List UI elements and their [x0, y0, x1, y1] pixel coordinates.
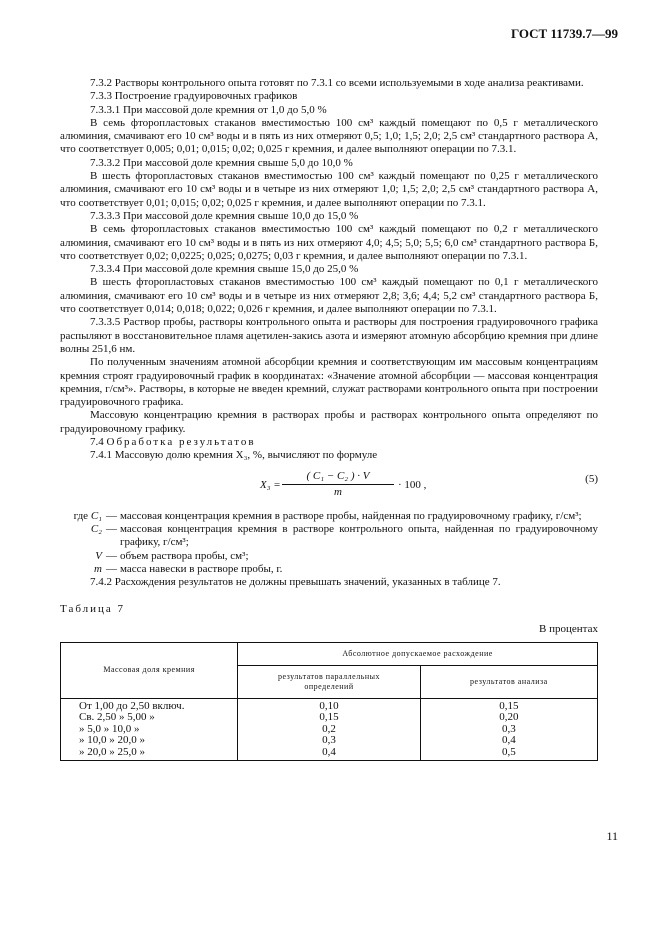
col-analysis	[420, 698, 597, 761]
table-cell-analysis: 0,5	[502, 745, 516, 758]
definition-symbol: V	[95, 549, 102, 562]
table-7	[60, 642, 598, 762]
col-header-parallel: результатов параллельных определений	[238, 665, 421, 698]
formula-number: (5)	[585, 472, 598, 485]
definition-symbol: m	[94, 562, 102, 575]
para-calibration-graph: По полученным значениям атомной абсорбции кремния и соответствующим им массовым концентрациям кремния строят градуировочный график в координатах: «Значение атомной абсорбции — массовая концентрация кремния, г/см³». Растворы, в которые не введен кремний, служат растворами контрольного опыта при построении градуировочного графика.	[60, 356, 598, 409]
para-7-3-3-3: В семь фторопластовых стаканов вместимостью 100 см³ каждый помещают по 0,2 г металлического алюминия, смачивают его 10 см³ воды и в пять из них отмеряют 4,0; 4,5; 5,0; 5,5; 6,0 см³ стандартного раствора Б, что соответствует 0,02; 0,0225; 0,025; 0,0275; 0,03 г кремния, и далее выполняют операции по 7.3.1.	[60, 223, 598, 262]
definition-text: объем раствора пробы, см³;	[120, 549, 249, 562]
document-header: ГОСТ 11739.7—99	[510, 26, 618, 41]
table-cell-analysis: 0,4	[502, 734, 516, 747]
para-7-4-2: 7.4.2 Расхождения результатов не должны превышать значений, указанных в таблице 7.	[90, 576, 501, 589]
definition-symbol: где C₁	[73, 509, 102, 522]
para-7-3-3-2: В шесть фторопластовых стаканов вместимостью 100 см³ каждый помещают по 0,25 г металлического алюминия, смачивают его 10 см³ воды и в четыре из них отмеряют 1,0; 1,5; 2,0; 2,5 см³ стандартного раствора А, что соответствует 0,01; 0,015; 0,02; 0,025 г кремния, и далее выполняют операции по 7.3.1.	[60, 170, 598, 209]
table-body-row	[61, 698, 598, 761]
heading-7-3-3-2: 7.3.3.2 При массовой доле кремния свыше 5,0 до 10,0 %	[90, 156, 353, 169]
definition-v: V — объем раствора пробы, см³;	[60, 550, 598, 563]
table-cell-range: » 5,0 » 10,0 »	[79, 722, 140, 735]
table-cell-parallel: 0,2	[322, 722, 336, 735]
definition-c2: C₂ — массовая концентрация кремния в растворе контрольного опыта, найденная по градуировочному графику, г/см³;	[60, 523, 598, 550]
table-cell-range: От 1,00 до 2,50 включ.	[79, 699, 185, 712]
formula-lhs: X₃ =	[260, 478, 281, 491]
heading-7-4-number: 7.4	[90, 436, 104, 449]
col-ranges	[61, 698, 238, 761]
document-body	[60, 77, 598, 761]
para-7-3-2: 7.3.2 Растворы контрольного опыта готовят по 7.3.1 со всеми используемыми в ходе анализа реактивами.	[90, 77, 584, 89]
para-7-3-3-1: В семь фторопластовых стаканов вместимостью 100 см³ каждый помещают по 0,5 г металлического алюминия, смачивают его 10 см³ воды и в пять из них отмеряют 0,5; 1,0; 1,5; 2,0; 2,5 см³ стандартного раствора А, что соответствует 0,005; 0,01; 0,015; 0,02; 0,025 г кремния, и далее выполняют операции по 7.3.1.	[60, 116, 598, 156]
formula-5	[60, 467, 598, 507]
formula-multiplier: · 100 ,	[398, 478, 427, 491]
table-cell-range: » 20,0 » 25,0 »	[79, 745, 145, 758]
heading-7-4	[60, 436, 598, 449]
formula-definitions	[60, 510, 598, 576]
col-header-analysis: результатов анализа	[420, 665, 597, 698]
heading-7-3-3: 7.3.3 Построение градуировочных графиков	[90, 90, 298, 103]
formula-denominator: m	[334, 485, 342, 498]
heading-7-4-title: Обработка результатов	[106, 436, 256, 449]
table-label: Таблица 7	[60, 603, 126, 616]
col-header-abs: Абсолютное допускаемое расхождение	[238, 642, 598, 665]
table-cell-range: » 10,0 » 20,0 »	[79, 734, 145, 747]
page-number: 11	[606, 829, 618, 843]
table-cell-analysis: 0,3	[502, 722, 516, 735]
definition-symbol: C₂	[90, 522, 102, 535]
para-7-4-1: 7.4.1 Массовую долю кремния X₃, %, вычисляют по формуле	[90, 449, 378, 462]
table-cell-parallel: 0,10	[319, 699, 339, 712]
col-header-mass: Массовая доля кремния	[61, 642, 238, 698]
table-cell-parallel: 0,3	[322, 734, 336, 747]
table-cell-parallel: 0,15	[319, 711, 339, 724]
table-cell-parallel: 0,4	[322, 745, 336, 758]
para-concentration: Массовую концентрацию кремния в растворах пробы и растворах контрольного опыта определяют по градуировочному графику.	[60, 409, 598, 435]
definition-text: массовая концентрация кремния в растворе контрольного опыта, найденная по градуировочному графику, г/см³;	[120, 522, 598, 549]
table-cell-range: Св. 2,50 » 5,00 »	[79, 711, 155, 724]
para-7-3-3-4: В шесть фторопластовых стаканов вместимостью 100 см³ каждый помещают по 0,1 г металлического алюминия, смачивают его 10 см³ воды и в четыре из них отмеряют 2,8; 3,6; 4,4; 5,2 см³ стандартного раствора Б, что соответствует 0,014; 0,018; 0,022; 0,026 г кремния, и далее выполняют операции по 7.3.1.	[60, 276, 598, 316]
definition-text: масса навески в растворе пробы, г.	[120, 562, 283, 575]
heading-7-3-3-3: 7.3.3.3 При массовой доле кремния свыше 10,0 до 15,0 %	[90, 209, 359, 222]
para-7-3-3-5: 7.3.3.5 Раствор пробы, растворы контрольного опыта и растворы для построения градуировочного графика распыляют в восстановительное пламя ацетилен-закись азота и измеряют атомную абсорбцию кремния при длине волны 251,6 нм.	[60, 316, 598, 355]
definition-c1: где C₁ — массовая концентрация кремния в растворе пробы, найденная по градуировочному графику, г/см³;	[60, 510, 598, 523]
formula-numerator: ( C₁ − C₂ ) · V	[282, 470, 394, 485]
definition-m: m — масса навески в растворе пробы, г.	[60, 563, 598, 576]
formula-fraction	[282, 470, 394, 500]
table-cell-analysis: 0,20	[499, 711, 519, 724]
col-parallel	[238, 698, 421, 761]
heading-7-3-3-4: 7.3.3.4 При массовой доле кремния свыше 15,0 до 25,0 %	[90, 263, 359, 276]
table-unit: В процентах	[539, 622, 598, 635]
table-cell-analysis: 0,15	[499, 699, 519, 712]
heading-7-3-3-1: 7.3.3.1 При массовой доле кремния от 1,0 до 5,0 %	[90, 103, 327, 116]
definition-text: массовая концентрация кремния в растворе пробы, найденная по градуировочному графику, г/см³;	[120, 509, 582, 522]
